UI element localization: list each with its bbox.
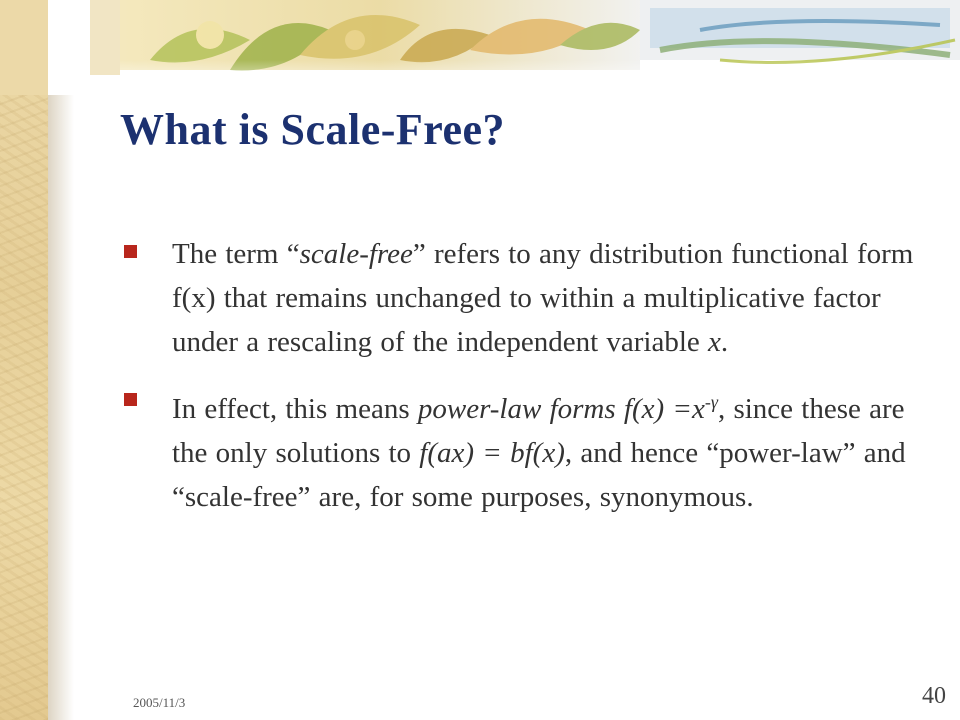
superscript-exponent: -γ	[704, 392, 718, 412]
text-run-italic: power-law forms f(x) =x	[417, 393, 705, 425]
strip-shadow	[48, 0, 74, 720]
text-run: The term “	[172, 238, 300, 270]
text-run-italic: f(ax) = bf(x)	[419, 437, 565, 469]
bullet-item-power-law	[124, 380, 924, 519]
text-run: , and hence “power-law” and “scale-free” are, for some purposes, synonymous.	[172, 437, 906, 513]
bullet-list	[124, 232, 924, 535]
page-number: 40	[922, 683, 946, 709]
square-bullet-icon	[124, 393, 137, 406]
text-run: , since these are the only solutions to	[172, 393, 905, 469]
text-run-italic: x	[708, 326, 721, 358]
bullet-text	[172, 393, 906, 513]
footer-date: 2005/11/3	[133, 695, 186, 710]
text-run-italic: scale-free	[299, 238, 413, 270]
bullet-item-scale-free-definition	[124, 232, 924, 364]
top-decorative-banner	[0, 0, 960, 95]
text-run: In effect, this means	[172, 393, 418, 425]
square-bullet-icon	[124, 245, 137, 258]
leaf-banner-image	[0, 0, 960, 95]
bullet-text	[172, 238, 913, 358]
slide-title: What is Scale-Free?	[120, 105, 506, 154]
text-run: .	[720, 326, 729, 358]
left-decorative-strip	[0, 0, 48, 720]
text-run: ” refers to any distribution functional form f(x) that remains unchanged to within a multiplicative factor under a rescaling of the independent variable	[172, 238, 914, 358]
